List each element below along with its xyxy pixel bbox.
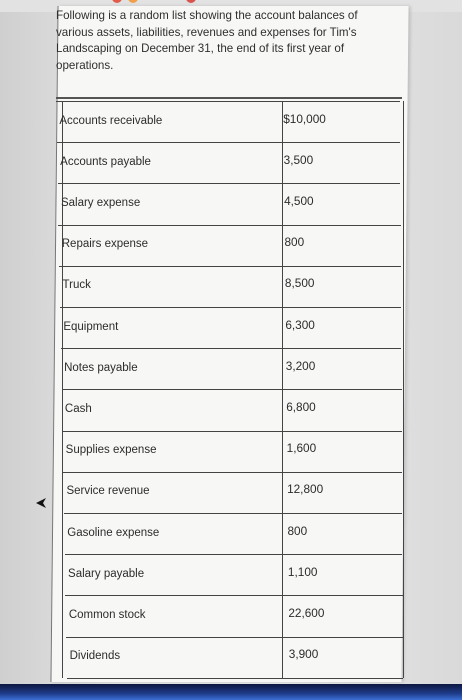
account-balance: 800 bbox=[284, 235, 305, 250]
account-balance: 1,600 bbox=[286, 441, 317, 456]
table-row-divider bbox=[60, 307, 401, 308]
table-row-divider bbox=[62, 389, 402, 390]
taskbar bbox=[0, 684, 462, 700]
account-label: Accounts receivable bbox=[59, 114, 163, 127]
document-sheet bbox=[50, 6, 408, 682]
table-row-divider bbox=[62, 431, 401, 432]
account-label: Repairs expense bbox=[61, 238, 149, 251]
account-label: Accounts payable bbox=[60, 155, 151, 168]
account-balance: 6,300 bbox=[285, 317, 315, 332]
intro-line-3: Landscaping on December 31, the end of its first year of bbox=[56, 42, 345, 56]
table-column-divider bbox=[282, 101, 283, 678]
account-label: Notes payable bbox=[64, 361, 138, 374]
table-row-divider bbox=[66, 637, 403, 638]
table-row-divider bbox=[57, 142, 400, 143]
account-balance: 3,900 bbox=[288, 647, 319, 662]
account-label: Service revenue bbox=[66, 485, 150, 498]
intro-line-4: operations. bbox=[56, 58, 114, 72]
table-row-divider bbox=[58, 183, 401, 184]
table-left-border bbox=[62, 101, 63, 678]
account-label: Supplies expense bbox=[65, 444, 157, 457]
account-balance: 12,800 bbox=[287, 482, 324, 497]
account-label: Common stock bbox=[68, 609, 146, 621]
table-row-divider bbox=[63, 472, 402, 473]
question-intro bbox=[56, 8, 396, 74]
table-right-border bbox=[403, 101, 404, 678]
table-row-divider bbox=[65, 554, 403, 555]
account-balance: 8,500 bbox=[284, 276, 315, 291]
account-balance: 1,100 bbox=[287, 564, 318, 579]
red-dot-icon-2 bbox=[186, 0, 196, 3]
intro-divider bbox=[56, 97, 402, 99]
account-label: Gasoline expense bbox=[67, 526, 160, 539]
intro-line-2: various assets, liabilities, revenues and expenses for Tim's bbox=[56, 25, 357, 39]
account-balance: 3,200 bbox=[285, 358, 316, 373]
table-row-divider bbox=[59, 266, 401, 267]
account-balance: 6,800 bbox=[286, 400, 316, 414]
red-dot-icon bbox=[112, 0, 122, 3]
intro-line-1: Following is a random list showing the account balances of bbox=[56, 9, 358, 22]
table-row-divider bbox=[58, 225, 400, 226]
account-balance: $10,000 bbox=[283, 111, 326, 126]
account-balance: 800 bbox=[287, 523, 308, 538]
cursor-arrow-icon bbox=[34, 496, 48, 510]
account-label: Cash bbox=[64, 403, 92, 415]
table-row-divider bbox=[61, 348, 402, 349]
account-balance: 4,500 bbox=[284, 194, 314, 208]
table-row-divider bbox=[65, 595, 402, 596]
account-label: Salary expense bbox=[60, 197, 141, 209]
account-balance: 22,600 bbox=[288, 606, 325, 620]
table-row-divider bbox=[64, 513, 402, 514]
account-label: Truck bbox=[62, 279, 91, 292]
account-balance: 3,500 bbox=[283, 152, 314, 167]
account-label: Salary payable bbox=[68, 567, 145, 580]
table-row-divider bbox=[67, 678, 403, 679]
table-row-divider bbox=[56, 101, 400, 102]
account-label: Equipment bbox=[63, 320, 119, 333]
orange-dot-icon bbox=[128, 0, 138, 3]
account-label: Dividends bbox=[69, 650, 121, 663]
